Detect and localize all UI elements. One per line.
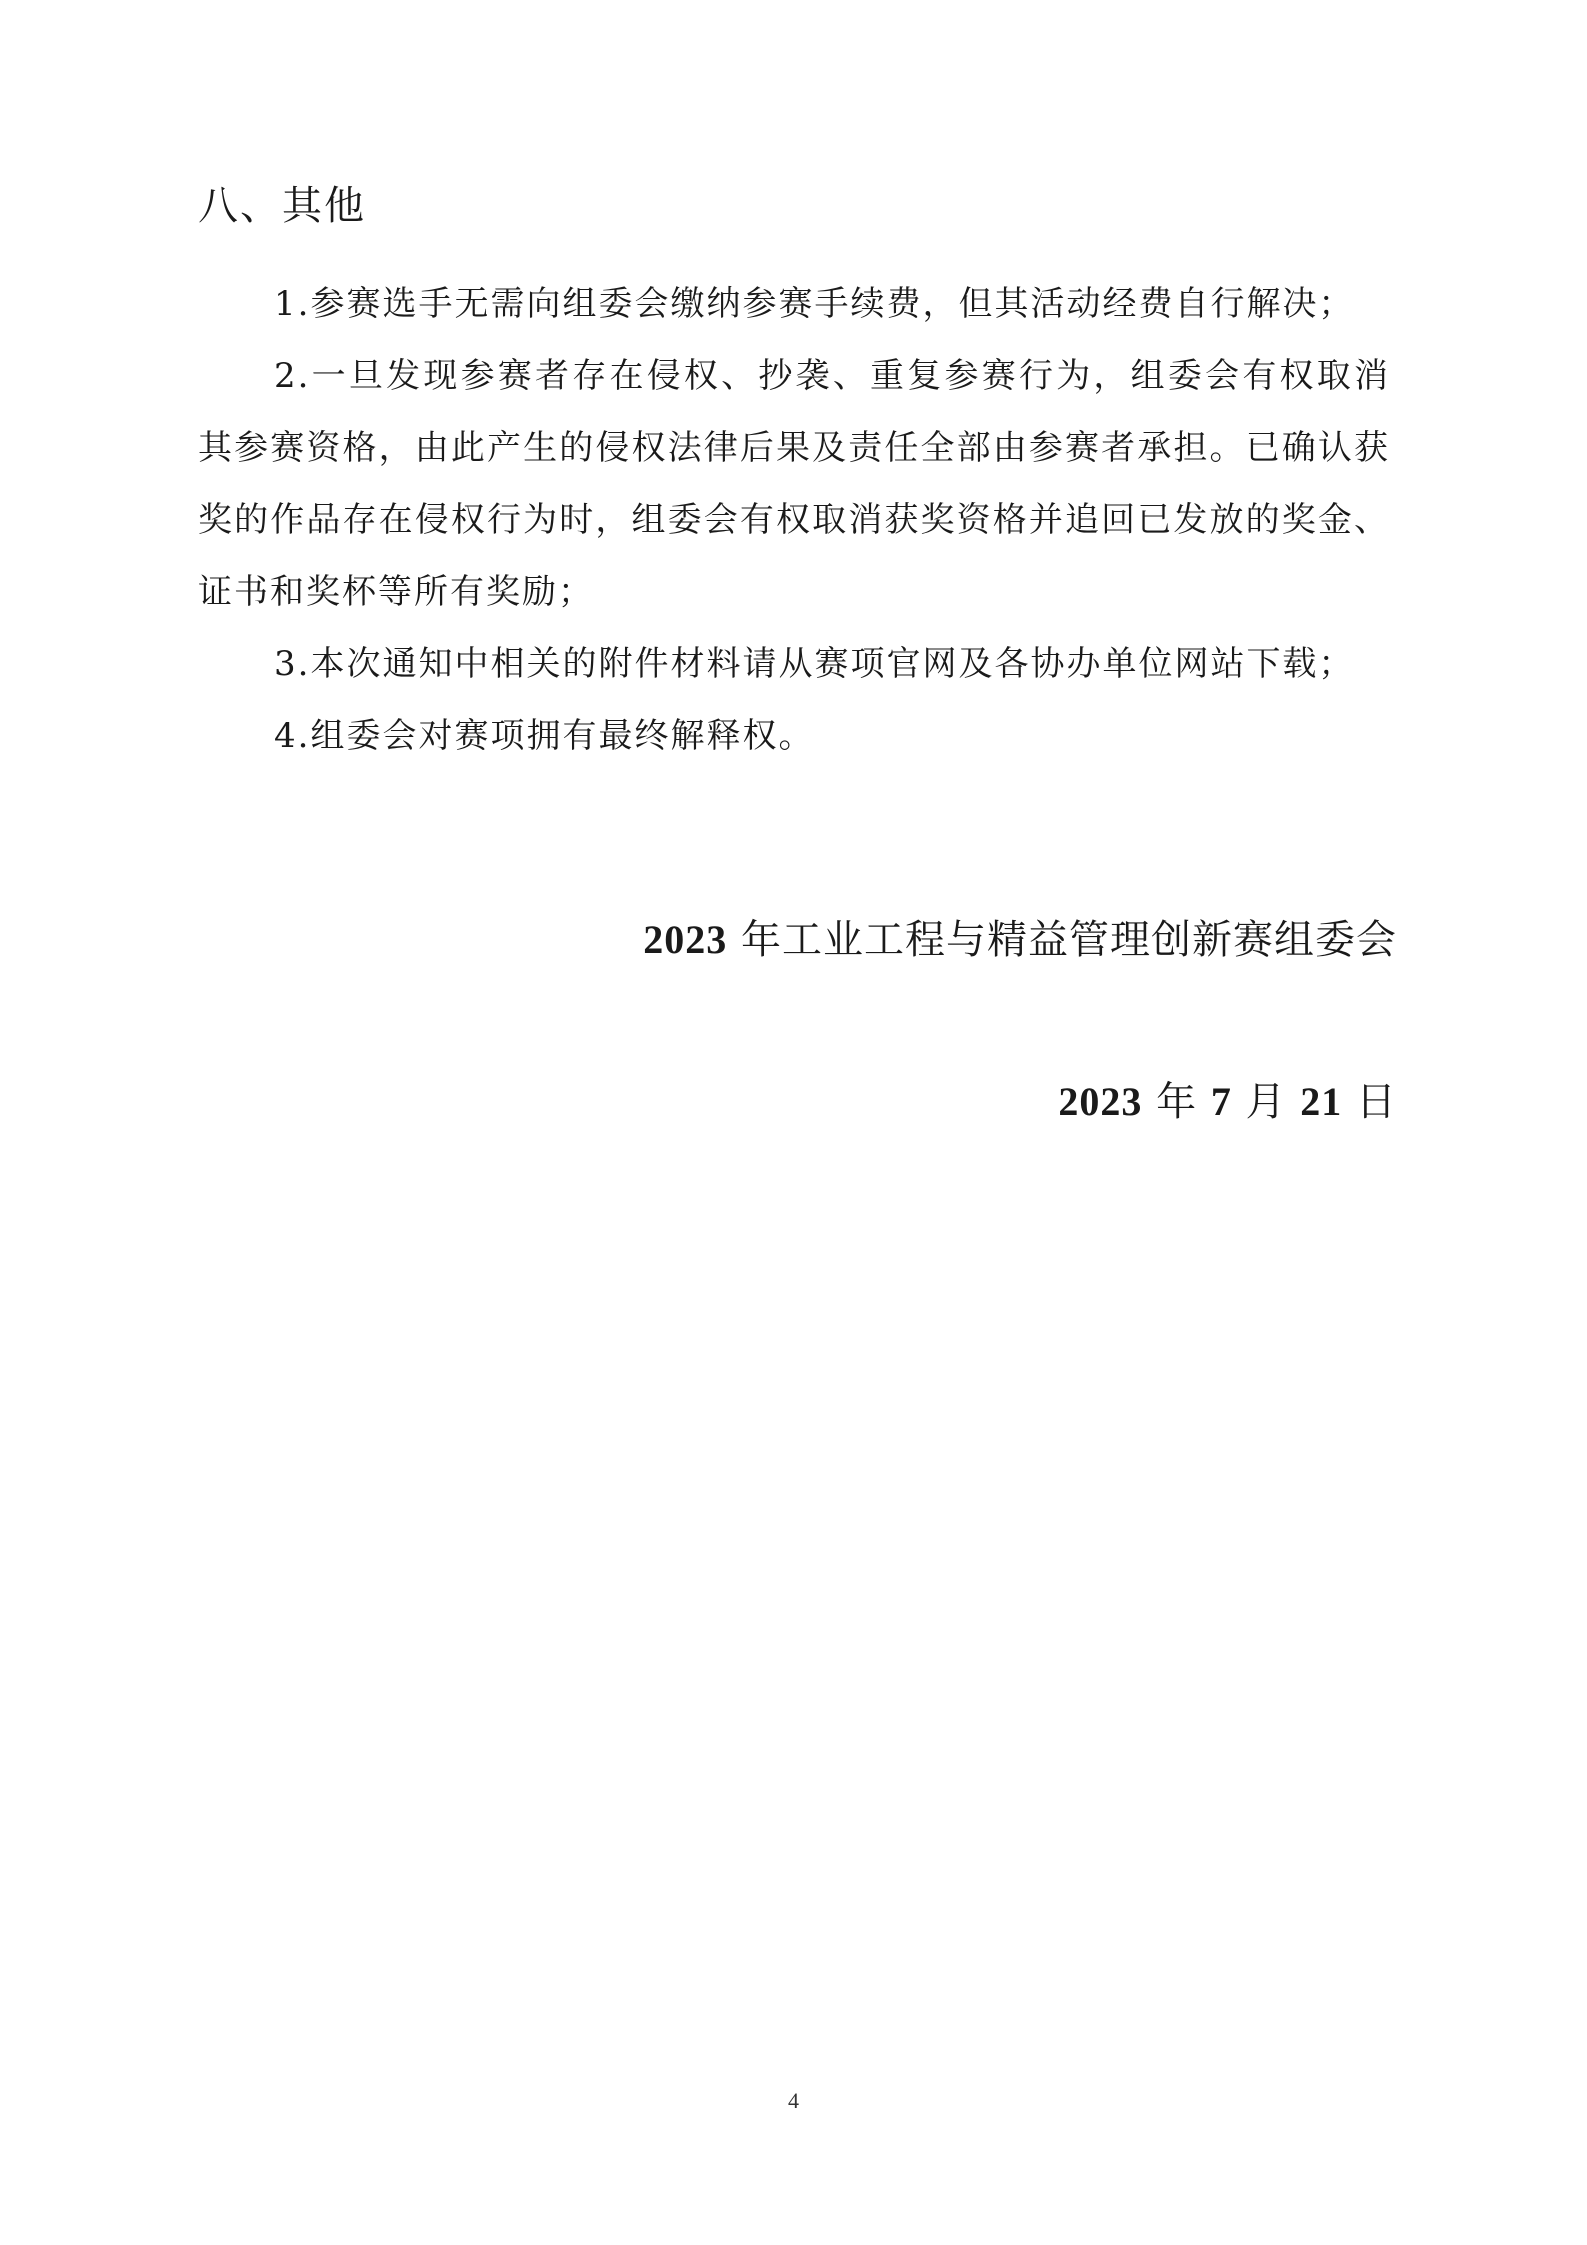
body-text (198, 268, 1390, 772)
paragraph-1: 1.参赛选手无需向组委会缴纳参赛手续费，但其活动经费自行解决； (274, 284, 1355, 324)
date-day: 21 (1300, 1079, 1343, 1124)
signature-line (643, 910, 1397, 970)
page-number: 4 (788, 2088, 799, 2113)
date-line (1058, 1072, 1397, 1132)
signature-org-name: 年工业工程与精益管理创新赛组委会 (727, 917, 1397, 963)
section-heading: 八、其他 (198, 183, 366, 229)
date-month-unit: 月 (1231, 1079, 1301, 1125)
date-year-unit: 年 (1142, 1079, 1211, 1125)
signature-year: 2023 (643, 917, 728, 962)
date-day-unit: 日 (1342, 1079, 1397, 1125)
date-year: 2023 (1058, 1079, 1143, 1124)
paragraph-4: 4.组委会对赛项拥有最终解释权。 (274, 716, 815, 756)
paragraph-3: 3.本次通知中相关的附件材料请从赛项官网及各协办单位网站下载； (274, 644, 1355, 684)
paragraph-2: 2.一旦发现参赛者存在侵权、抄袭、重复参赛行为，组委会有权取消其参赛资格，由此产生的侵权法律后果及责任全部由参赛者承担。已确认获奖的作品存在侵权行为时，组委会有权取消获奖资格并追回已发放的奖金、证书和奖杯等所有奖励； (198, 356, 1390, 612)
date-month: 7 (1210, 1079, 1232, 1124)
